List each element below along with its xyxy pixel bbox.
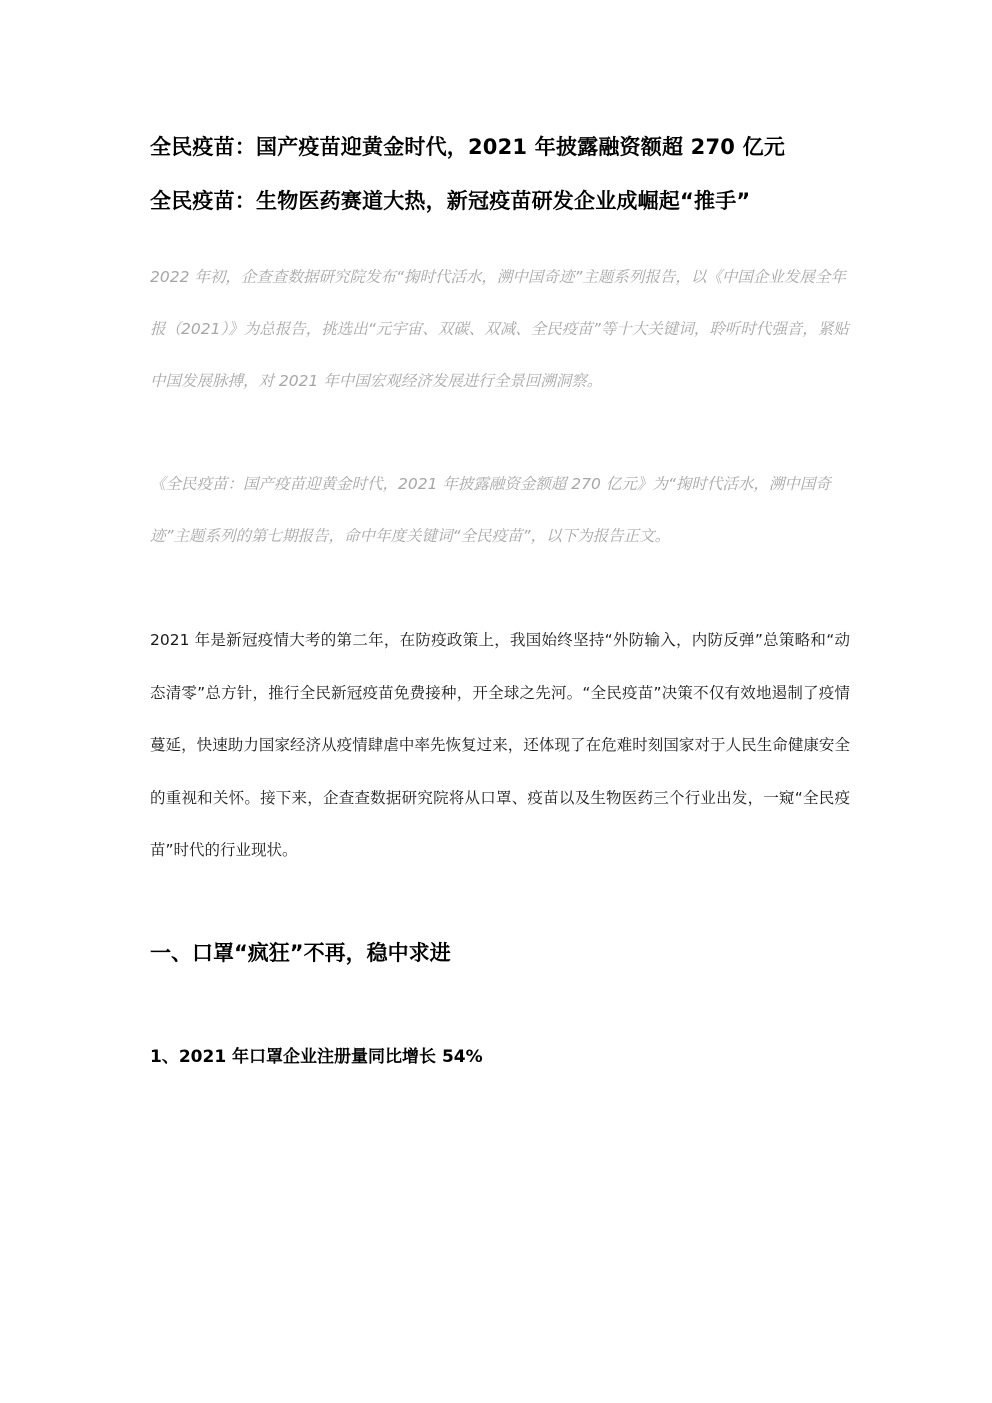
document-subtitle: 全民疫苗：生物医药赛道大热，新冠疫苗研发企业成崛起“推手”: [150, 189, 751, 213]
subsection-heading: 1、2021 年口罩企业注册量同比增长 54%: [150, 1047, 483, 1067]
body-paragraph: 2021 年是新冠疫情大考的第二年，在防疫政策上，我国始终坚持“外防输入，内防反弹”总策略和“动态清零”总方针，推行全民新冠疫苗免费接种，开全球之先河。“全民疫苗”决策不仅有效地遏制了疫情蔓延，快速助力国家经济从疫情肆虐中率先恢复过来，还体现了在危难时刻国家对于人民生命健康安全的重视和关怀。接下来，企查查数据研究院将从口罩、疫苗以及生物医药三个行业出发，一窥“全民疫苗”时代的行业现状。: [150, 631, 850, 859]
intro-paragraph: 2022 年初，企查查数据研究院发布“掬时代活水，溯中国奇迹”主题系列报告，以《中国企业发展全年报（2021）》为总报告，挑选出“元宇宙、双碳、双减、全民疫苗”等十大关键词，聆听时代强音，紧贴中国发展脉搏，对 2021 年中国宏观经济发展进行全景回溯洞察。: [150, 268, 849, 390]
section-heading: 一、口罩“疯狂”不再，稳中求进: [150, 941, 451, 965]
document-title: 全民疫苗：国产疫苗迎黄金时代，2021 年披露融资额超 270 亿元: [150, 135, 786, 159]
report-note-paragraph: 《全民疫苗：国产疫苗迎黄金时代，2021 年披露融资金额超 270 亿元》为“掬时代活水，溯中国奇迹”主题系列的第七期报告，命中年度关键词“全民疫苗”，以下为报告正文。: [150, 475, 831, 545]
